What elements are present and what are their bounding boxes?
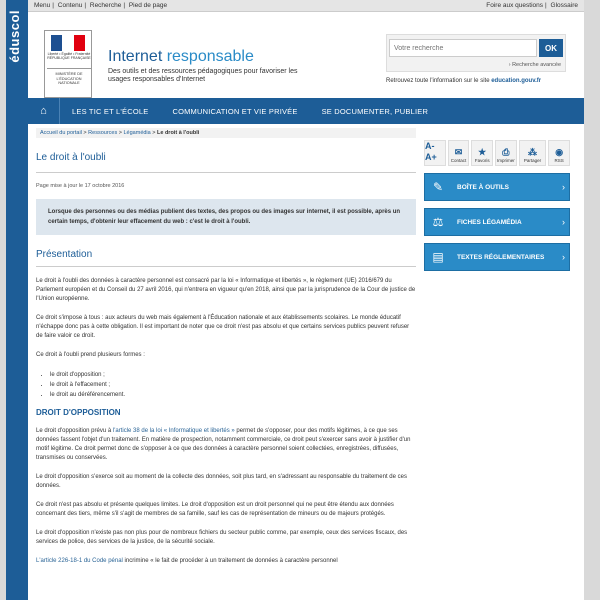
document-icon: ▤ <box>432 250 444 264</box>
boite-a-outils-button[interactable] <box>424 173 570 201</box>
page-tools <box>424 140 570 166</box>
arrow-right-icon: › <box>562 182 565 192</box>
paragraph <box>36 427 416 463</box>
rss-tool[interactable]: ◉ RSS <box>548 140 570 166</box>
list-item: • le droit à l'effacement ; <box>50 380 416 390</box>
nav-item-communication-vie-privee[interactable]: COMMUNICATION ET VIE PRIVÉE <box>172 106 298 116</box>
skip-link-pied-de-page[interactable]: Pied de page <box>128 2 168 9</box>
main-nav <box>28 98 584 124</box>
list-item: • le droit d'opposition ; <box>50 370 416 380</box>
paragraph: Ce droit à l'oubli prend plusieurs formes : <box>36 352 145 358</box>
imprimer-tool[interactable]: ⎙ Imprimer <box>495 140 517 166</box>
faq-link[interactable]: Foire aux questions <box>486 2 544 9</box>
marianne-flag-icon <box>51 35 85 51</box>
search-ok-button[interactable]: OK <box>539 39 563 57</box>
share-icon: ⁂ <box>528 147 538 157</box>
arrow-right-icon: › <box>562 217 565 227</box>
star-icon: ★ <box>478 147 487 157</box>
paragraph <box>36 557 416 566</box>
skip-link-contenu[interactable]: Contenu <box>57 2 83 9</box>
font-size-icon: A-A+ <box>425 141 437 162</box>
search-panel <box>386 34 566 72</box>
retrouvez-text: Retrouvez toute l'information sur le site <box>386 78 492 84</box>
page <box>28 0 584 600</box>
divider <box>36 172 416 173</box>
skip-links: Menu | Contenu | Recherche | Pied de page <box>34 2 168 9</box>
font-size-tool[interactable] <box>424 140 446 166</box>
subsection-title-droit-opposition: DROIT D'OPPOSITION <box>36 408 121 417</box>
nav-item-se-documenter[interactable]: SE DOCUMENTER, PUBLIER <box>321 106 429 116</box>
arrow-right-icon: › <box>562 252 565 262</box>
logo-rf-text: Liberté • Égalité • Fraternité RÉPUBLIQUE FRANÇAISE <box>47 52 91 60</box>
printer-icon: ⎙ <box>502 147 510 157</box>
breadcrumb: Accueil du portail > Ressources > Légamédia > Le droit à l'oubli <box>36 128 416 138</box>
home-icon[interactable]: ⌂ <box>28 98 60 124</box>
paragraph: Ce droit n'est pas absolu et présente quelques limites. Le droit d'opposition est un droit personnel qui ne peut être étendu aux données concernant des tiers, même s'il s'agit de membres de sa famille, sauf les cas de représentation de mineurs ou de majeurs protégés. <box>36 502 394 517</box>
page-title: Le droit à l'oubli <box>36 152 106 163</box>
main-content <box>36 124 416 566</box>
paragraph: Le droit d'opposition s'exerce soit au moment de la collecte des données, soit plus tard, en s'adressant au responsable du traitement de ces données. <box>36 474 407 489</box>
paragraph-text: Le droit d'opposition prévu à <box>36 428 113 434</box>
skip-link-menu[interactable]: Menu <box>34 2 51 9</box>
button-label: FICHES LÉGAMÉDIA <box>457 218 522 226</box>
search-input[interactable] <box>389 39 537 57</box>
breadcrumb-ressources[interactable]: Ressources <box>88 130 118 136</box>
button-label: BOÎTE À OUTILS <box>457 183 509 191</box>
site-title[interactable] <box>108 48 254 66</box>
eduscol-logo-text: éduscol <box>7 10 22 63</box>
paragraph: Le droit à l'oubli des données à caractère personnel est consacré par la loi « Informatique et libertés », le règlement (UE) 2016/679 du Parlement européen et du Conseil du 27 avril 2016, qui n'entrera en vigueur qu'en 2018, ainsi que par la jurisprudence de la Cour de justice de l'Union européenne. <box>36 278 416 302</box>
site-title-light: responsable <box>166 48 254 65</box>
divider <box>36 266 416 267</box>
wrench-icon: ✎ <box>432 180 444 194</box>
eduscol-side-band[interactable] <box>6 0 28 600</box>
section-title-presentation: Présentation <box>36 249 93 260</box>
advanced-search-link[interactable]: › Recherche avancée <box>508 62 561 68</box>
list-item: • le droit au déréférencement. <box>50 390 416 400</box>
help-links: Foire aux questions | Glossaire <box>486 2 578 9</box>
partager-tool[interactable]: ⁂ Partager <box>519 140 547 166</box>
paragraph: Le droit d'opposition n'existe pas non plus pour de nombreux fichiers du secteur public comme, par exemple, ceux des services fiscaux, des services de police, des services de la justice, de la sécurité sociale. <box>36 530 408 545</box>
code-penal-link[interactable]: L'article 226-18-1 du Code pénal <box>36 558 123 564</box>
textes-reglementaires-button[interactable] <box>424 243 570 271</box>
rss-icon: ◉ <box>555 147 564 157</box>
retrouvez-info <box>386 78 541 84</box>
breadcrumb-accueil[interactable]: Accueil du portail <box>40 130 82 136</box>
site-subtitle: Des outils et des ressources pédagogiques pour favoriser les usages responsables d'Internet <box>108 68 298 83</box>
site-header <box>28 12 584 98</box>
fiches-legamedia-button[interactable] <box>424 208 570 236</box>
intro-box: Lorsque des personnes ou des médias publient des textes, des propos ou des images sur internet, il est possible, après un certain temps, d'obtenir leur effacement du web : c'est le droit à l'oubli. <box>36 199 416 235</box>
button-label: TEXTES RÉGLEMENTAIRES <box>457 253 545 261</box>
breadcrumb-legamedia[interactable]: Légamédia <box>123 130 151 136</box>
sidebar <box>424 140 570 271</box>
paragraph-text: incrimine « le fait de procéder à un traitement de données à caractère personnel <box>122 558 338 564</box>
favoris-tool[interactable]: ★ Favoris <box>471 140 493 166</box>
update-date: Page mise à jour le 17 octobre 2016 <box>36 183 125 189</box>
contact-tool[interactable]: ✉ Contact <box>448 140 470 166</box>
education-gouv-link[interactable]: education.gouv.fr <box>491 78 542 84</box>
article-38-link[interactable]: l'article 38 de la loi « Informatique et libertés » <box>112 428 235 434</box>
nav-item-tic-ecole[interactable]: LES TIC ET L'ÉCOLE <box>72 106 149 116</box>
glossaire-link[interactable]: Glossaire <box>550 2 578 9</box>
site-title-main: Internet <box>108 48 167 65</box>
logo-ministere-text: MINISTÈRE DE L'ÉDUCATION NATIONALE <box>47 68 91 86</box>
scales-icon: ⚖ <box>432 215 444 229</box>
top-access-bar <box>28 0 584 12</box>
skip-link-recherche[interactable]: Recherche <box>89 2 122 9</box>
forms-list <box>36 370 416 400</box>
paragraph-text: permet de s'opposer, pour des motifs légitimes, à ce que ses données fassent l'objet d'un traitement. En matière de prospection, notamment commerciale, ce droit peut s'exercer sans avoir à justifier d'un motif légitime. Ce droit permet donc de s'opposer à ce que des données à caractère personnel soient collectées, enregistrées, diffusées, transmises ou conservées. <box>36 428 411 461</box>
envelope-icon: ✉ <box>454 147 463 157</box>
paragraph: Ce droit s'impose à tous : aux acteurs du web mais également à l'Éducation nationale et aux établissements scolaires. Le monde éducatif n'échappe donc pas à cette obligation. Il est important de noter que ce droit n'est pas absolu et que certains services publics peuvent refuser de faire valoir ce droit. <box>36 315 410 339</box>
ministere-logo[interactable] <box>44 30 92 98</box>
breadcrumb-current: Le droit à l'oubli <box>157 130 200 136</box>
